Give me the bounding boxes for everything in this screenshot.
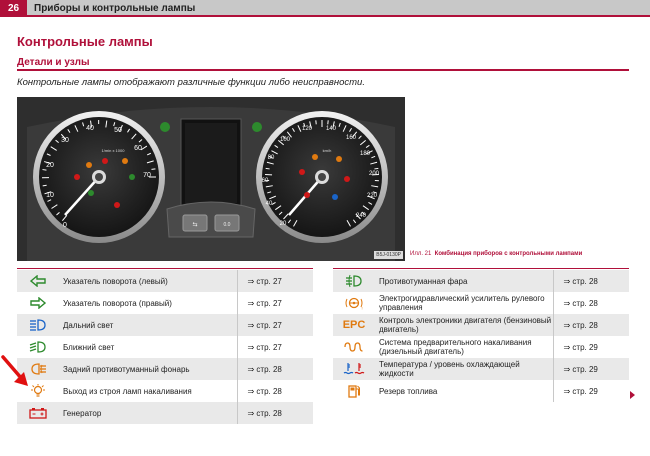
glow-plug-icon <box>333 341 375 353</box>
instrument-cluster-figure <box>17 97 405 261</box>
page-ref-link[interactable]: ⇒ стр. 28 <box>237 402 313 424</box>
section-title: Контрольные лампы <box>17 34 153 49</box>
warning-lamps-table-left <box>17 270 313 424</box>
lamp-label: Задний противотуманный фонарь <box>59 358 237 380</box>
svg-text:180: 180 <box>359 151 371 157</box>
svg-text:60: 60 <box>134 145 142 152</box>
svg-text:80: 80 <box>267 155 275 161</box>
svg-text:220: 220 <box>366 193 378 199</box>
gauge-tick <box>266 168 270 169</box>
table-row <box>17 336 313 358</box>
tachometer-gauge <box>33 111 165 243</box>
svg-text:40: 40 <box>86 125 94 132</box>
coolant-icon <box>333 362 375 376</box>
lamp-label: Температура / уровень охлаждающей жидкости <box>375 358 553 380</box>
gauge-tick <box>151 169 155 170</box>
table-row <box>333 336 629 358</box>
battery-icon <box>17 407 59 419</box>
power-steering-icon <box>333 296 375 310</box>
table-row <box>333 380 629 402</box>
svg-text:30: 30 <box>61 137 69 144</box>
fuel-icon <box>333 384 375 398</box>
page-ref-link[interactable]: ⇒ стр. 27 <box>237 336 313 358</box>
svg-text:km/h: km/h <box>322 148 332 153</box>
lamp-label: Резерв топлива <box>375 380 553 402</box>
table-row <box>17 270 313 292</box>
page-ref-link[interactable]: ⇒ стр. 28 <box>237 380 313 402</box>
lamp-label: Противотуманная фара <box>375 270 553 292</box>
high-beam-icon <box>17 319 59 331</box>
page-ref-link[interactable]: ⇒ стр. 29 <box>553 358 629 380</box>
epc-icon: EPC <box>342 319 366 331</box>
lamp-label: Выход из строя ламп накаливания <box>59 380 237 402</box>
svg-text:60: 60 <box>261 178 269 184</box>
page-ref-link[interactable]: ⇒ стр. 27 <box>237 292 313 314</box>
subsection-title: Детали и узлы <box>17 57 90 68</box>
svg-text:160: 160 <box>345 135 357 141</box>
page-ref-link[interactable]: ⇒ стр. 27 <box>237 270 313 292</box>
page-ref-link[interactable]: ⇒ стр. 28 <box>237 358 313 380</box>
svg-text:0: 0 <box>63 222 67 229</box>
svg-text:40: 40 <box>265 201 273 207</box>
figure-code: B5J-0130P <box>376 252 401 258</box>
table-row <box>333 292 629 314</box>
front-fog-light-icon <box>333 274 375 288</box>
svg-text:1/min x 1000: 1/min x 1000 <box>101 148 125 153</box>
left-table-top-rule <box>17 268 313 269</box>
svg-text:10: 10 <box>46 192 54 199</box>
chapter-title: Приборы и контрольные лампы <box>34 3 196 14</box>
speedometer-gauge <box>256 111 388 243</box>
svg-text:20: 20 <box>279 221 287 227</box>
page-ref-link[interactable]: ⇒ стр. 29 <box>553 336 629 358</box>
gauge-tick <box>374 168 378 169</box>
table-row <box>17 292 313 314</box>
page-ref-link[interactable]: ⇒ стр. 28 <box>553 314 629 336</box>
red-pointer-arrow-icon <box>0 354 32 390</box>
instrument-cluster-illustration <box>17 97 405 261</box>
svg-text:50: 50 <box>114 127 122 134</box>
table-row <box>333 270 629 292</box>
page-ref-link[interactable]: ⇒ стр. 27 <box>237 314 313 336</box>
lamp-label: Ближний свет <box>59 336 237 358</box>
intro-text: Контрольные лампы отображают различные функции либо неисправности. <box>17 77 365 88</box>
table-row <box>17 380 313 402</box>
table-row <box>17 358 313 380</box>
lamp-label: Указатель поворота (левый) <box>59 270 237 292</box>
svg-text:0.0: 0.0 <box>223 222 231 228</box>
lamp-label: Генератор <box>59 402 237 424</box>
svg-text:140: 140 <box>325 126 337 132</box>
table-row <box>333 314 629 336</box>
page-number: 26 <box>0 0 27 17</box>
lamp-label: Указатель поворота (правый) <box>59 292 237 314</box>
svg-text:!: ! <box>361 305 363 310</box>
svg-text:200: 200 <box>368 171 380 177</box>
subsection-divider <box>17 69 629 71</box>
table-row <box>17 314 313 336</box>
svg-text:70: 70 <box>143 172 151 179</box>
warning-lamps-table-right <box>333 270 629 402</box>
table-row <box>333 358 629 380</box>
table-row <box>17 402 313 424</box>
figure-caption: Илл. 21 Комбинация приборов с контрольными лампами <box>410 251 583 257</box>
lamp-label: Контроль электроники двигателя (бензиновый двигатель) <box>375 314 553 336</box>
low-beam-icon <box>17 341 59 353</box>
page-ref-link[interactable]: ⇒ стр. 28 <box>553 270 629 292</box>
gauge-tick <box>43 185 47 186</box>
right-table-top-rule <box>333 268 629 269</box>
page-ref-link[interactable]: ⇒ стр. 28 <box>553 292 629 314</box>
lamp-label: Система предварительного накаливания (дизельный двигатель) <box>375 336 553 358</box>
page-header <box>0 0 650 17</box>
svg-text:20: 20 <box>46 162 54 169</box>
svg-text:⇆: ⇆ <box>192 222 198 228</box>
page-ref-link[interactable]: ⇒ стр. 29 <box>553 380 629 402</box>
turn-right-icon <box>17 297 59 309</box>
svg-text:120: 120 <box>301 126 313 132</box>
gauge-tick <box>42 170 46 171</box>
svg-text:100: 100 <box>279 137 291 143</box>
lamp-label: Дальний свет <box>59 314 237 336</box>
svg-text:240: 240 <box>355 213 367 219</box>
lamp-label: Электрогидравлический усилитель рулевого управления <box>375 292 553 314</box>
turn-left-icon <box>17 275 59 287</box>
continue-arrow-icon <box>630 391 635 399</box>
